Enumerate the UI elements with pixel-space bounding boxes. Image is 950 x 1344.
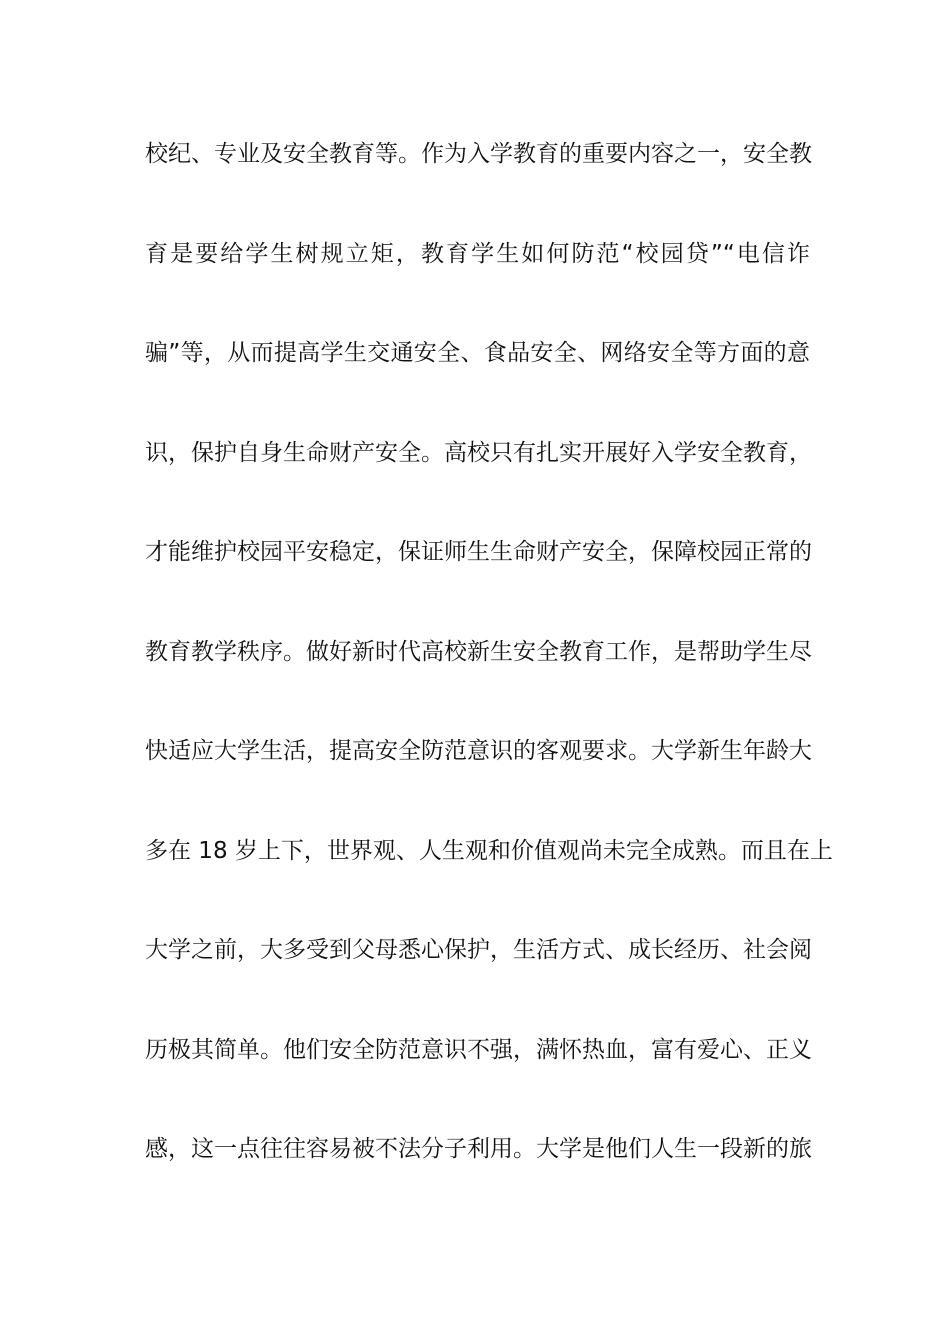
text-line: 育是要给学生树规立矩，教育学生如何防范“校园贷”“电信诈 xyxy=(145,240,810,267)
text-line: 大学之前，大多受到父母悉心保护，生活方式、成长经历、社会阅 xyxy=(145,937,812,963)
text-line: 历极其简单。他们安全防范意识不强，满怀热血，富有爱心、正义 xyxy=(145,1036,812,1063)
body-text xyxy=(145,128,833,1223)
text-line: 教育教学秩序。做好新时代高校新生安全教育工作，是帮助学生尽 xyxy=(145,638,812,665)
text-line: 感，这一点往往容易被不法分子利用。大学是他们人生一段新的旅 xyxy=(145,1136,812,1162)
text-line: 校纪、专业及安全教育等。作为入学教育的重要内容之一，安全教 xyxy=(145,141,812,167)
text-line: 骗”等，从而提高学生交通安全、食品安全、网络安全等方面的意 xyxy=(145,340,810,366)
text-line: 才能维护校园平安稳定，保证师生生命财产安全，保障校园正常的 xyxy=(145,539,812,565)
text-line: 多在 18 岁上下，世界观、人生观和价值观尚未完全成熟。而且在上 xyxy=(145,837,833,864)
text-line: 快适应大学生活，提高安全防范意识的客观要求。大学新生年龄大 xyxy=(145,738,812,764)
text-line: 识，保护自身生命财产安全。高校只有扎实开展好入学安全教育， xyxy=(145,439,812,466)
